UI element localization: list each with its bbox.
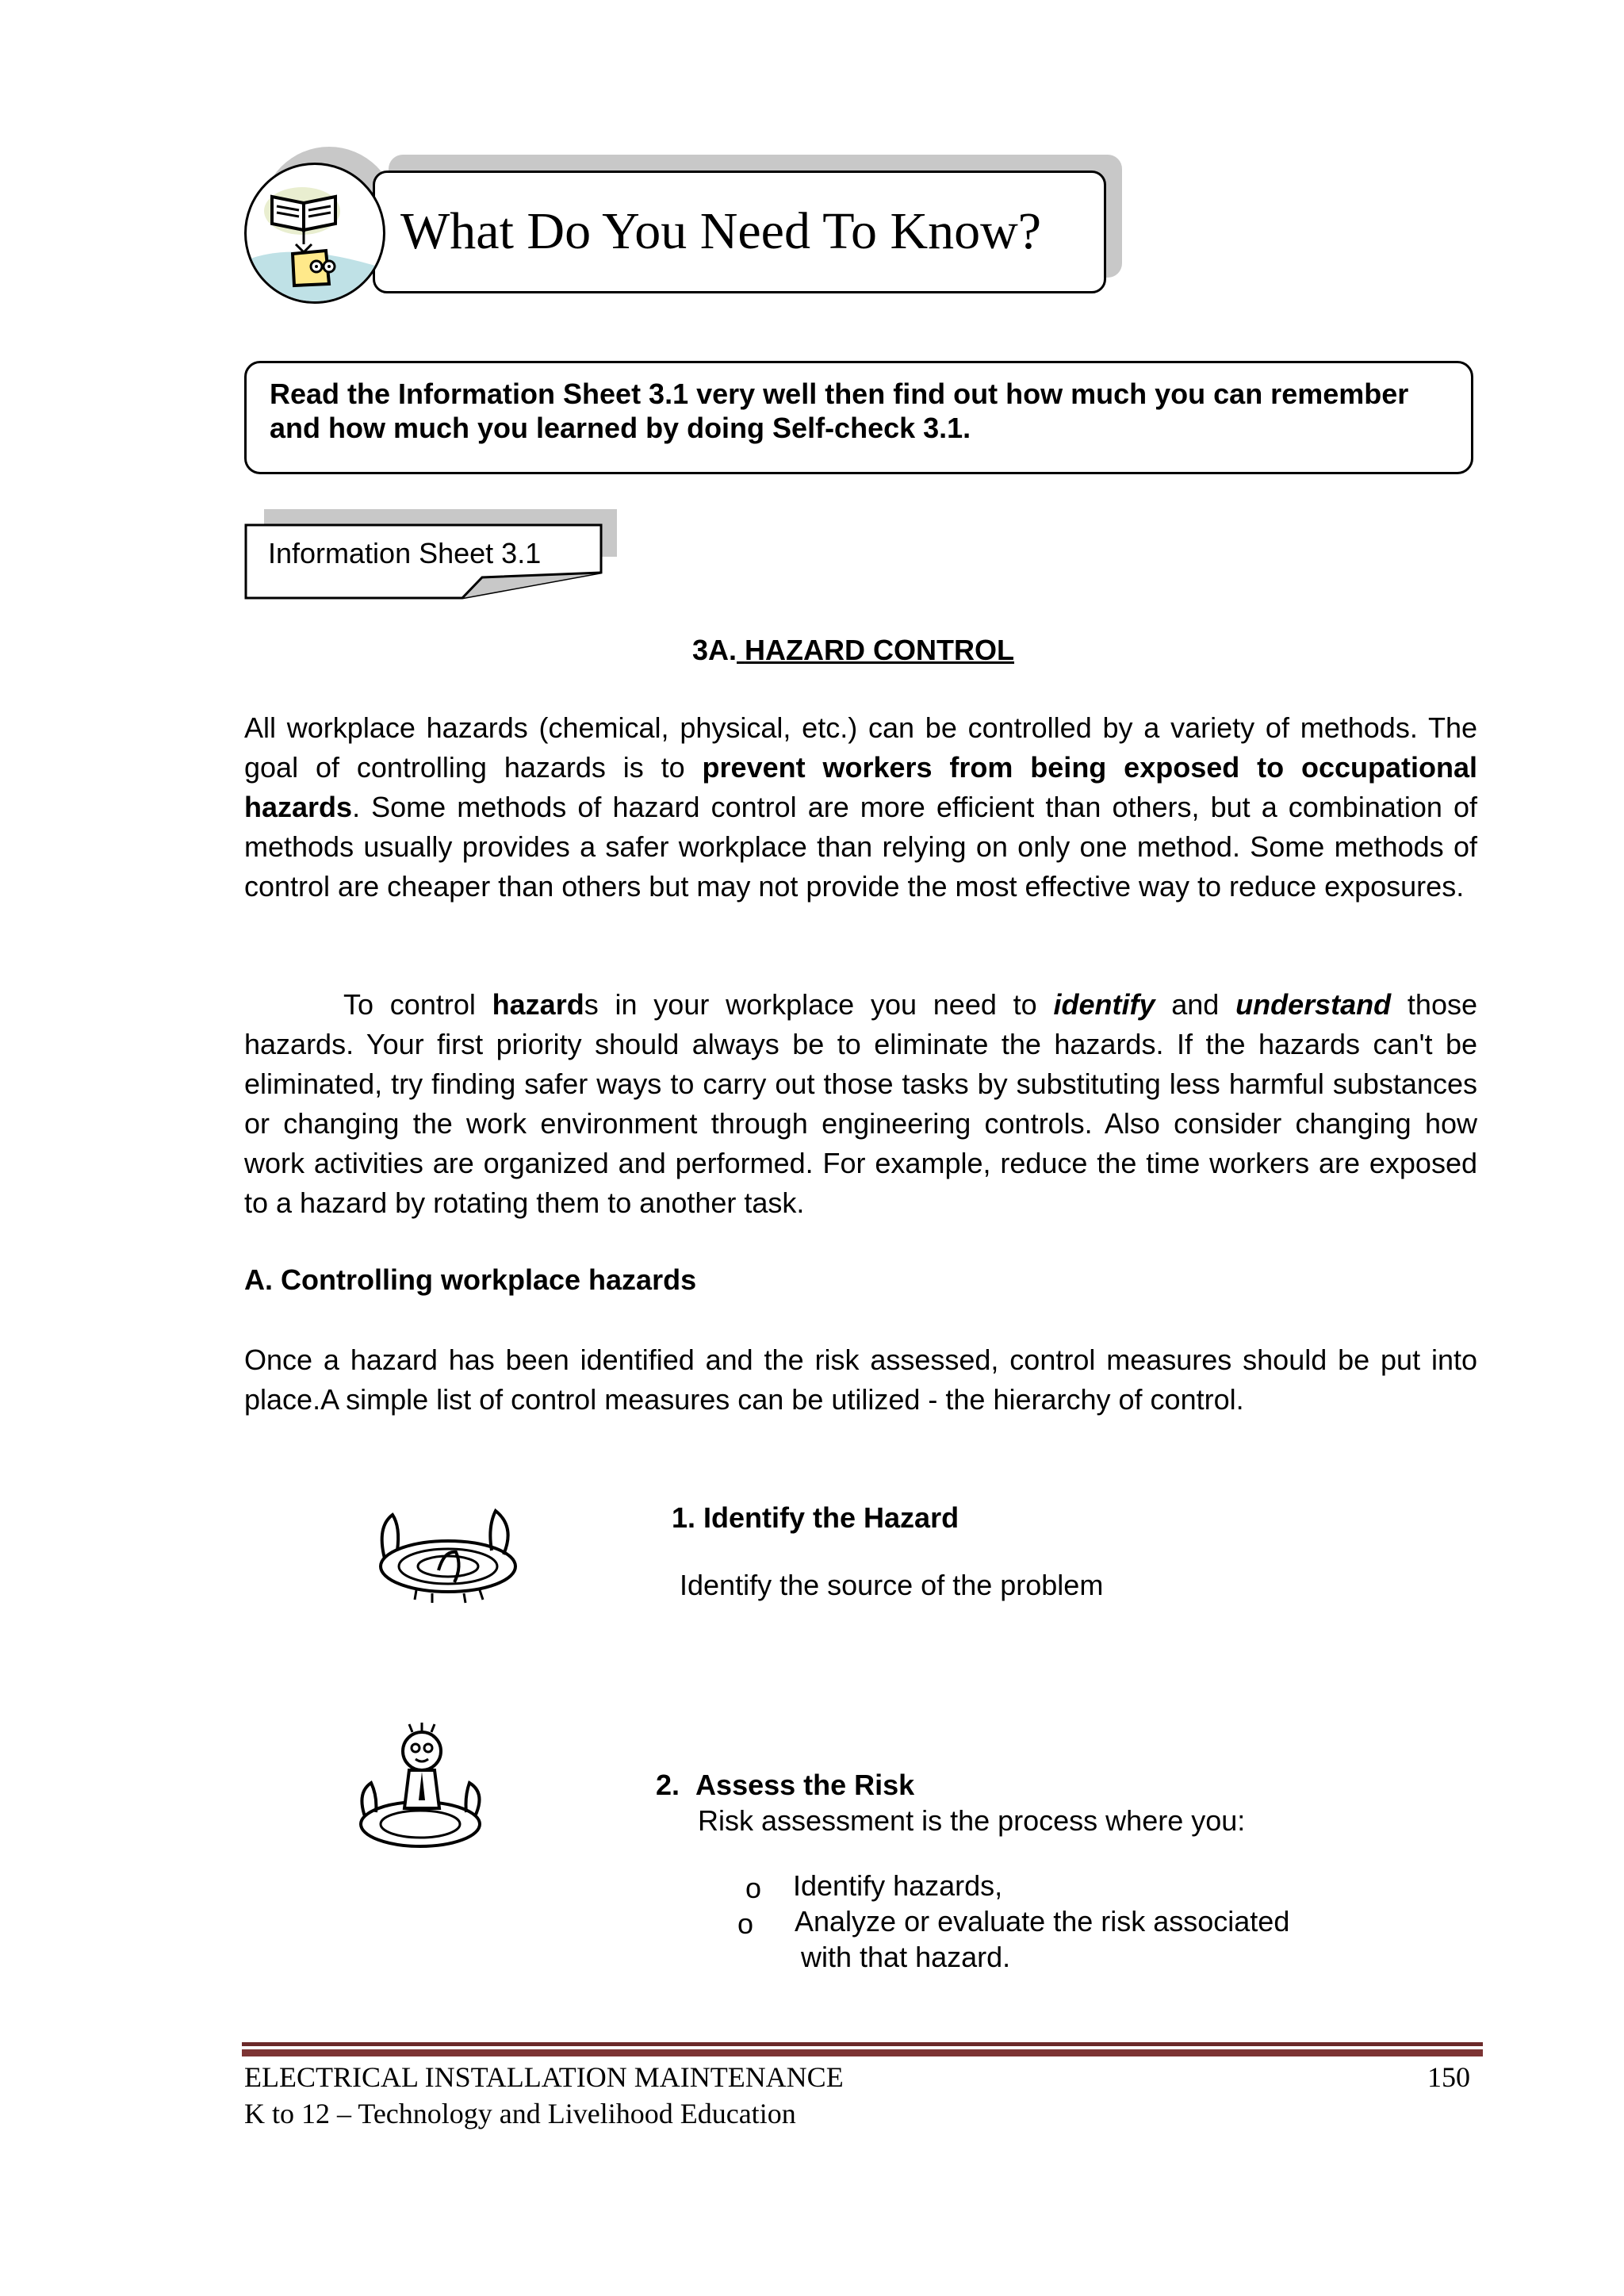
page-title: What Do You Need To Know? [400, 202, 1042, 260]
paragraph-3: Once a hazard has been identified and the risk assessed, control measures should be put into place.A simple list of control measures can be utilized - the hierarchy of control. [244, 1343, 1477, 1416]
step-1-text: Identify the source of the problem [680, 1569, 1104, 1601]
paragraph-1-emphasis: prevent workers from being exposed to occupational hazards [244, 751, 1477, 823]
reader-book-icon [244, 163, 385, 304]
step-2-number: 2. [656, 1769, 680, 1801]
section-number: 3A. [692, 634, 737, 666]
page-number: 150 [1427, 2061, 1470, 2093]
footer-rule [242, 2042, 1483, 2046]
info-sheet-label: Information Sheet 3.1 [268, 537, 542, 569]
paragraph-2: To control hazards in your workplace you need to identify and understand those hazards. Your first priority should always be to eliminate the hazards. If the hazards can't be eliminated, try finding safer ways to carry out those tasks by substituting less harmful substances or changing the work environment through engineering controls. Also consider changing how work activities are organized and performed. For example, reduce the time workers are exposed to a hazard by rotating them to another task. [244, 988, 1477, 1219]
step-2-text: Risk assessment is the process where you: [698, 1804, 1246, 1837]
understand-emphasis: understand [1235, 988, 1392, 1021]
section-title [692, 634, 1014, 667]
paragraph-1: All workplace hazards (chemical, physical, etc.) can be controlled by a variety of methods. The goal of controlling hazards is to prevent workers from being exposed to occupational hazards. Some methods of hazard control are more efficient than others, but a combination of methods usually provides a safer workplace than relying on only one method. Some methods of control are cheaper than others but may not provide the most effective way to reduce exposures. [244, 711, 1477, 903]
subheading: A. Controlling workplace hazards [244, 1263, 697, 1296]
footer-course-title: ELECTRICAL INSTALLATION MAINTENANCE [244, 2061, 844, 2093]
assess-risk-illustration [349, 1721, 492, 1856]
instruction-text: Read the Information Sheet 3.1 very well then find out how much you can remember and how much you learned by doing Self-check 3.1. [270, 378, 1409, 444]
footer-text [244, 2059, 844, 2132]
bullet-item-continuation: with that hazard. [801, 1941, 1011, 1973]
section-heading: HAZARD CONTROL [745, 634, 1015, 666]
footer-rule-thick [242, 2049, 1483, 2056]
bullet-item: Identify hazards, [793, 1869, 1003, 1902]
bullet-marker: o [745, 1872, 762, 1904]
identify-hazard-illustration [369, 1495, 527, 1606]
step-2-heading: Assess the Risk [695, 1769, 915, 1801]
step-1-title: 1. Identify the Hazard [672, 1501, 959, 1534]
identify-emphasis: identify [1053, 988, 1155, 1021]
bullet-item: Analyze or evaluate the risk associated [795, 1905, 1290, 1938]
footer-program: K to 12 – Technology and Livelihood Education [244, 2098, 796, 2129]
bullet-marker: o [737, 1907, 754, 1940]
step-2-title [656, 1769, 914, 1802]
